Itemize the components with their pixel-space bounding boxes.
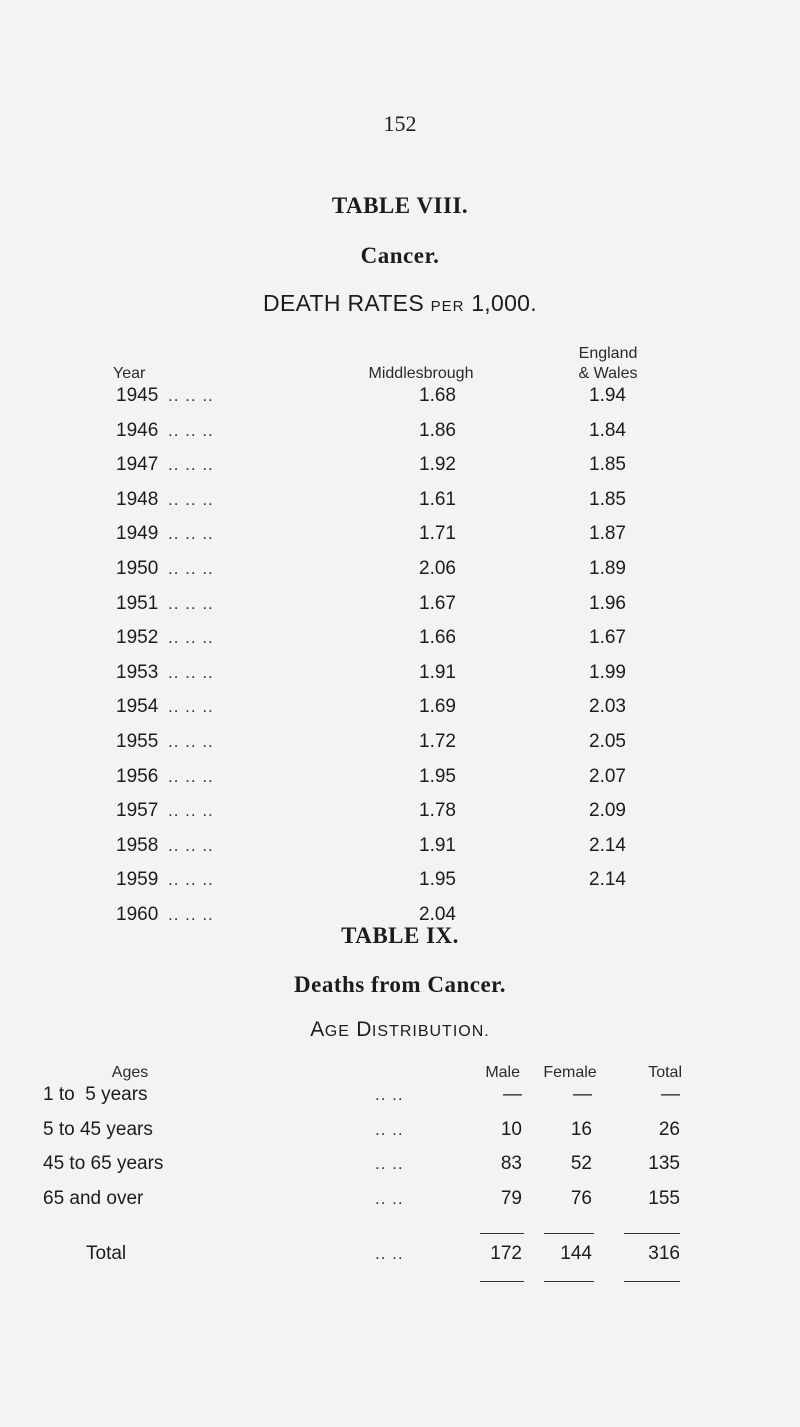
year-cell: 1956 bbox=[116, 765, 159, 787]
total-rule-bottom-female bbox=[544, 1281, 594, 1282]
male-cell: 83 bbox=[500, 1153, 522, 1174]
leader-dots: .. .. .. bbox=[168, 801, 214, 821]
middlesbrough-cell: 2.06 bbox=[419, 558, 456, 579]
year-cell: 1951 bbox=[116, 592, 159, 614]
female-cell: 16 bbox=[570, 1118, 592, 1140]
leader-dots: .. .. .. bbox=[168, 662, 214, 682]
male-cell: — bbox=[503, 1084, 522, 1105]
year-cell: 1945 bbox=[116, 385, 159, 406]
column-header-year: Year bbox=[113, 365, 146, 382]
middlesbrough-cell: 1.69 bbox=[419, 696, 456, 718]
year-cell: 1957 bbox=[116, 800, 159, 822]
leader-dots: .. .. bbox=[375, 1119, 404, 1139]
england-wales-cell: 1.84 bbox=[589, 419, 626, 441]
middlesbrough-cell: 1.92 bbox=[419, 454, 456, 476]
middlesbrough-cell: 2.04 bbox=[419, 904, 456, 925]
england-wales-cell: 1.99 bbox=[589, 661, 626, 683]
male-cell: 79 bbox=[500, 1187, 522, 1209]
leader-dots: .. .. .. bbox=[168, 697, 214, 717]
middlesbrough-cell: 1.67 bbox=[419, 592, 456, 614]
leader-dots: .. .. .. bbox=[168, 628, 214, 648]
caption-part: 1,000. bbox=[464, 290, 537, 316]
england-wales-cell: 2.14 bbox=[589, 869, 626, 891]
leader-dots: .. .. bbox=[375, 1085, 404, 1104]
year-cell: 1960 bbox=[116, 904, 159, 925]
england-wales-cell: 1.85 bbox=[589, 454, 626, 476]
leader-dots: .. .. .. bbox=[168, 835, 214, 855]
male-cell: 10 bbox=[500, 1118, 522, 1140]
ages-cell: 5 to 45 years bbox=[43, 1118, 153, 1140]
table-viii-title: TABLE VIII. bbox=[331, 193, 469, 218]
england-wales-cell: 1.85 bbox=[589, 488, 626, 510]
year-cell: 1959 bbox=[116, 869, 159, 891]
middlesbrough-cell: 1.91 bbox=[419, 661, 456, 683]
column-header-england-line2: & Wales bbox=[578, 365, 638, 382]
leader-dots: .. .. .. bbox=[168, 870, 214, 890]
caption-part: A bbox=[310, 1018, 325, 1041]
column-header-middlesbrough: Middlesbrough bbox=[368, 365, 474, 382]
grand-total-cell: 316 bbox=[648, 1243, 680, 1264]
column-header-total: Total bbox=[648, 1064, 682, 1081]
male-total-cell: 172 bbox=[490, 1243, 522, 1264]
middlesbrough-cell: 1.95 bbox=[419, 869, 456, 891]
middlesbrough-cell: 1.78 bbox=[419, 800, 456, 822]
middlesbrough-cell: 1.61 bbox=[419, 488, 456, 510]
caption-part: DEATH RATES bbox=[263, 290, 431, 316]
column-header-female: Female bbox=[543, 1064, 597, 1081]
year-cell: 1948 bbox=[116, 488, 159, 510]
year-cell: 1953 bbox=[116, 661, 159, 683]
ages-cell: 65 and over bbox=[43, 1187, 144, 1209]
england-wales-cell: 2.03 bbox=[589, 696, 626, 718]
total-rule-top-female bbox=[544, 1233, 594, 1234]
middlesbrough-cell: 1.68 bbox=[419, 385, 456, 406]
year-cell: 1950 bbox=[116, 558, 159, 579]
middlesbrough-cell: 1.95 bbox=[419, 765, 456, 787]
year-cell: 1958 bbox=[116, 834, 159, 856]
female-cell: 52 bbox=[570, 1153, 592, 1174]
caption-part: GE bbox=[324, 1023, 350, 1040]
total-rule-bottom-total bbox=[624, 1281, 680, 1282]
total-cell: 155 bbox=[648, 1187, 680, 1209]
year-cell: 1952 bbox=[116, 627, 159, 649]
england-wales-cell: 2.09 bbox=[589, 800, 626, 822]
year-cell: 1954 bbox=[116, 696, 159, 718]
leader-dots: .. .. .. bbox=[168, 524, 214, 544]
column-header-ages: Ages bbox=[111, 1064, 149, 1081]
leader-dots: .. .. .. bbox=[168, 732, 214, 751]
year-cell: 1949 bbox=[116, 523, 159, 545]
column-header-male: Male bbox=[485, 1064, 520, 1081]
middlesbrough-cell: 1.66 bbox=[419, 627, 456, 649]
middlesbrough-cell: 1.71 bbox=[419, 523, 456, 545]
middlesbrough-cell: 1.91 bbox=[419, 834, 456, 856]
female-total-cell: 144 bbox=[560, 1243, 592, 1264]
england-wales-cell: 1.87 bbox=[589, 523, 626, 545]
leader-dots: .. .. .. bbox=[168, 420, 214, 440]
england-wales-cell: 1.94 bbox=[589, 385, 626, 406]
page-number: 152 bbox=[383, 111, 417, 136]
total-cell: 135 bbox=[648, 1153, 680, 1174]
table-ix-title: TABLE IX. bbox=[341, 923, 459, 948]
middlesbrough-cell: 1.86 bbox=[419, 419, 456, 441]
england-wales-cell: 2.07 bbox=[589, 765, 626, 787]
total-rule-top-total bbox=[624, 1233, 680, 1234]
caption-part: ISTRIBUTION. bbox=[371, 1023, 490, 1040]
middlesbrough-cell: 1.72 bbox=[419, 731, 456, 752]
column-header-england-line1: England bbox=[578, 345, 638, 362]
total-rule-top-male bbox=[480, 1233, 524, 1234]
table-ix-subtitle: Deaths from Cancer. bbox=[294, 972, 506, 997]
caption-part: D bbox=[349, 1018, 372, 1041]
leader-dots: .. .. .. bbox=[168, 455, 214, 475]
year-cell: 1955 bbox=[116, 731, 159, 752]
england-wales-cell: 1.67 bbox=[589, 627, 626, 649]
england-wales-cell: 1.89 bbox=[589, 558, 626, 579]
total-label: Total bbox=[86, 1243, 127, 1264]
year-cell: 1947 bbox=[116, 454, 159, 476]
leader-dots: .. .. bbox=[375, 1154, 404, 1173]
leader-dots: .. .. .. bbox=[168, 489, 214, 509]
table-viii-subtitle: Cancer. bbox=[360, 243, 440, 268]
england-wales-cell: 2.05 bbox=[589, 731, 626, 752]
leader-dots: .. .. .. bbox=[168, 386, 214, 405]
female-cell: 76 bbox=[570, 1187, 592, 1209]
england-wales-cell: 1.96 bbox=[589, 592, 626, 614]
ages-cell: 1 to 5 years bbox=[43, 1084, 148, 1105]
year-cell: 1946 bbox=[116, 419, 159, 441]
leader-dots: .. .. bbox=[375, 1188, 404, 1208]
total-cell: — bbox=[661, 1084, 680, 1105]
total-rule-bottom-male bbox=[480, 1281, 524, 1282]
leader-dots: .. .. .. bbox=[168, 593, 214, 613]
leader-dots: .. .. .. bbox=[168, 766, 214, 786]
table-ix-caption bbox=[0, 1018, 800, 1042]
england-wales-cell: 2.14 bbox=[589, 834, 626, 856]
ages-cell: 45 to 65 years bbox=[43, 1153, 164, 1174]
female-cell: — bbox=[573, 1084, 592, 1105]
leader-dots: .. .. .. bbox=[168, 905, 214, 924]
table-viii-caption bbox=[0, 290, 800, 317]
total-cell: 26 bbox=[658, 1118, 680, 1140]
leader-dots: .. .. bbox=[375, 1244, 404, 1263]
caption-part: PER bbox=[430, 298, 465, 315]
leader-dots: .. .. .. bbox=[168, 559, 214, 578]
